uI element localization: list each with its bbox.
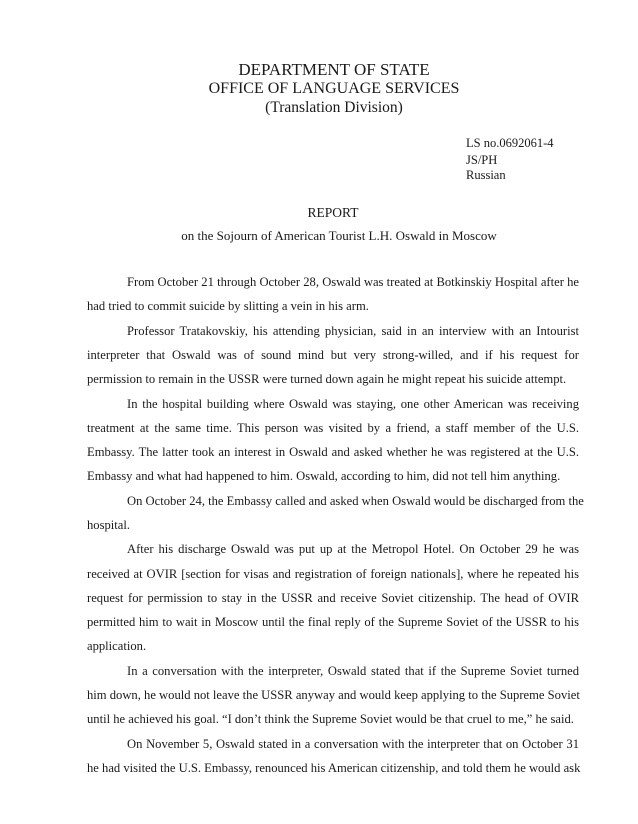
text-line: permission to remain in the USSR were turned down again he might repeat his suicide attempt.	[87, 372, 567, 387]
text-line: In the hospital building where Oswald was staying, one other American was receiving	[127, 396, 579, 411]
text-line: received at OVIR [section for visas and registration of foreign nationals], where he repeated his	[87, 566, 579, 581]
text-line: After his discharge Oswald was put up at the Metropol Hotel. On October 29 he was	[127, 542, 579, 557]
text-line: hospital.	[87, 517, 131, 532]
reference-ls-number: LS no.0692061-4	[466, 136, 554, 150]
report-subtitle: on the Sojourn of American Tourist L.H. Oswald in Moscow	[181, 228, 497, 243]
text-line: From October 21 through October 28, Oswald was treated at Botkinskiy Hospital after he	[127, 275, 579, 289]
text-line: permitted him to wait in Moscow until the final reply of the Supreme Soviet of the USSR to his	[87, 615, 579, 630]
paragraph-metropol-ovir	[87, 537, 579, 658]
reference-language: Russian	[466, 168, 506, 182]
text-line: until he achieved his goal. “I don’t think the Supreme Soviet would be that cruel to me,” he said.	[87, 712, 574, 727]
paragraph-interpreter-conversation	[87, 659, 579, 732]
text-line: Embassy. The latter took an interest in Oswald and asked whether he was registered at the U.S.	[87, 445, 579, 460]
text-line: interpreter that Oswald was of sound mind but very strong-willed, and if his request for	[87, 347, 579, 362]
text-line: request for permission to stay in the USSR and receive Soviet citizenship. The head of OVIR	[87, 590, 579, 605]
reference-initials: JS/PH	[466, 153, 498, 167]
letterhead-office: OFFICE OF LANGUAGE SERVICES	[208, 80, 460, 97]
letterhead-division: (Translation Division)	[265, 99, 403, 116]
text-line: In a conversation with the interpreter, Oswald stated that if the Supreme Soviet turned	[127, 663, 579, 678]
text-line: On October 24, the Embassy called and asked when Oswald would be discharged from the	[127, 493, 584, 508]
text-line: him down, he would not leave the USSR anyway and would keep applying to the Supreme Soviet	[87, 688, 580, 703]
text-line: he had visited the U.S. Embassy, renounced his American citizenship, and told them he would ask	[87, 760, 581, 775]
text-line: Embassy and what had happened to him. Oswald, according to him, did not tell him anything.	[87, 469, 561, 484]
paragraph-embassy-call	[87, 489, 584, 538]
text-line: Professor Tratakovskiy, his attending physician, said in an interview with an Intourist	[127, 323, 579, 338]
report-title: REPORT	[307, 205, 359, 220]
text-line: treatment at the same time. This person was visited by a friend, a staff member of the U.S.	[87, 420, 579, 435]
paragraph-other-american	[87, 392, 579, 489]
paragraph-hospital-treatment	[87, 270, 579, 319]
text-line: On November 5, Oswald stated in a conversation with the interpreter that on October 31	[127, 736, 579, 751]
letterhead-department: DEPARTMENT OF STATE	[238, 60, 430, 79]
paragraph-physician-statement	[87, 319, 579, 392]
text-line: had tried to commit suicide by slitting a vein in his arm.	[87, 299, 369, 314]
paragraph-november-5	[87, 732, 579, 781]
text-line: application.	[87, 639, 147, 654]
